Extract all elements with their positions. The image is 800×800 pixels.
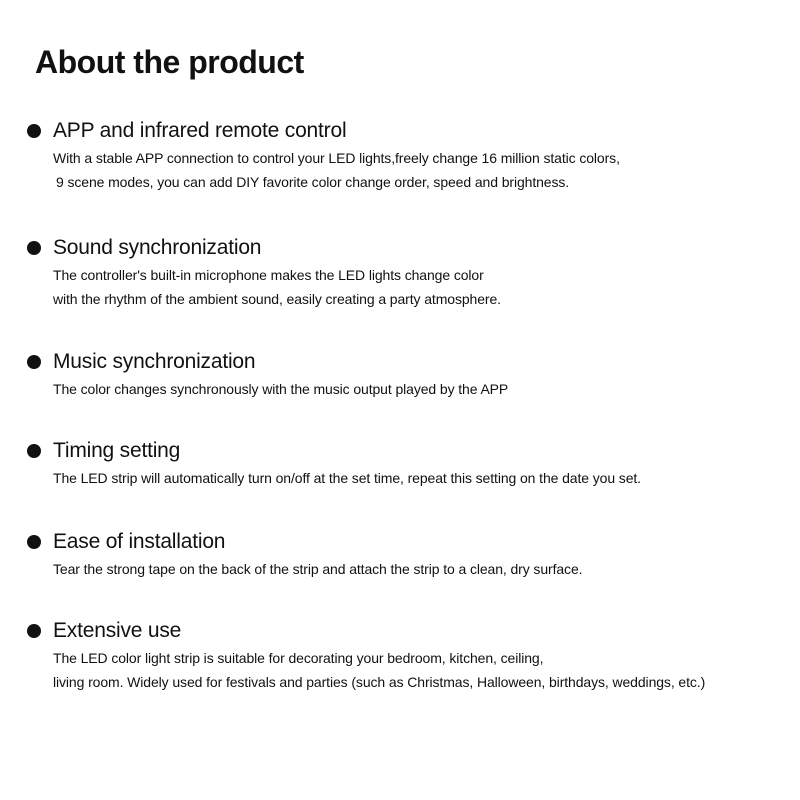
feature-description [53,146,620,194]
description-line: The LED strip will automatically turn on/off at the set time, repeat this setting on the date you set. [53,470,641,486]
description-line: 9 scene modes, you can add DIY favorite color change order, speed and brightness. [56,174,570,190]
feature-description [53,557,582,581]
feature-heading: Ease of installation [53,530,226,553]
feature-heading: Timing setting [53,439,181,462]
bullet-icon [27,444,41,458]
bullet-icon [27,535,41,549]
description-line: The controller's built-in microphone makes the LED lights change color [53,267,484,283]
feature-heading: Music synchronization [53,350,256,373]
feature-heading: Extensive use [53,619,182,642]
feature-description [53,263,501,311]
description-line: Tear the strong tape on the back of the strip and attach the strip to a clean, dry surface. [53,561,583,577]
feature-description [53,646,705,694]
description-line: living room. Widely used for festivals and parties (such as Christmas, Halloween, birthdays, weddings, etc.) [53,674,706,690]
description-line: The color changes synchronously with the music output played by the APP [53,381,509,397]
bullet-icon [27,241,41,255]
bullet-icon [27,624,41,638]
feature-description [53,466,641,490]
feature-heading: APP and infrared remote control [53,119,347,142]
feature-heading: Sound synchronization [53,236,262,259]
description-line: with the rhythm of the ambient sound, easily creating a party atmosphere. [53,291,501,307]
description-line: The LED color light strip is suitable for decorating your bedroom, kitchen, ceiling, [53,650,544,666]
feature-description [53,377,508,401]
page-title: About the product [35,44,304,80]
description-line: With a stable APP connection to control your LED lights,freely change 16 million static colors, [53,150,620,166]
bullet-icon [27,124,41,138]
bullet-icon [27,355,41,369]
